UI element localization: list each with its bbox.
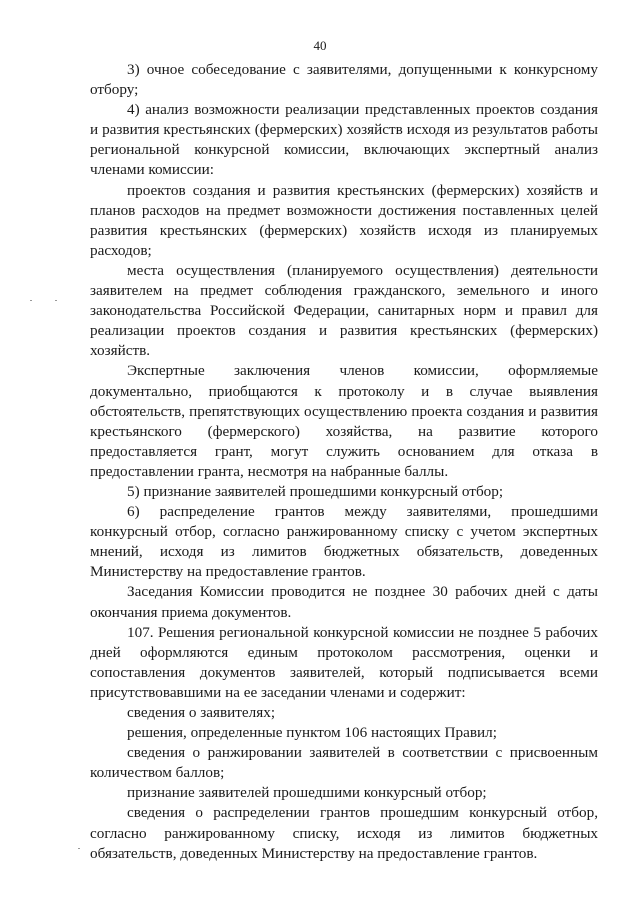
document-body <box>90 60 598 864</box>
paragraph: 5) признание заявителей прошедшими конкурсный отбор; <box>127 482 504 500</box>
scan-speck <box>78 848 80 849</box>
paragraph: места осуществления (планируемого осуществления) деятельности заявителем на предмет соблюдения гражданского, земельного и иного законодательства Российской Федерации, санитарных норм и правил для реализации проектов создания и развития крестьянских (фермерских) хозяйств. <box>90 261 598 360</box>
paragraph: 3) очное собеседование с заявителями, допущенными к конкурсному отбору; <box>90 61 598 99</box>
paragraph: Заседания Комиссии проводится не позднее 30 рабочих дней с даты окончания приема документов. <box>90 583 598 621</box>
page-number: 40 <box>313 38 327 53</box>
scan-speck <box>55 300 57 301</box>
paragraph: проектов создания и развития крестьянских (фермерских) хозяйств и планов расходов на предмет возможности достижения поставленных целей развития крестьянских (фермерских) хозяйств исходя из планируемых расходов; <box>90 181 598 259</box>
paragraph: Экспертные заключения членов комиссии, оформляемые документально, приобщаются к протоколу и в случае выявления обстоятельств, препятствующих осуществлению проекта создания и развития крестьянского (фермерского) хозяйства, на развитие которого предоставляется грант, могут служить основанием для отказа в предоставлении гранта, несмотря на набранные баллы. <box>90 362 598 480</box>
paragraph: признание заявителей прошедшими конкурсный отбор; <box>127 784 487 802</box>
paragraph: сведения о ранжировании заявителей в соответствии с присвоенным количеством баллов; <box>90 744 598 782</box>
paragraph: сведения о распределении грантов прошедшим конкурсный отбор, согласно ранжированному списку, исходя из лимитов бюджетных обязательств, доведенных Министерству на предоставление грантов. <box>90 804 598 862</box>
paragraph: 107. Решения региональной конкурсной комиссии не позднее 5 рабочих дней оформляются единым протоколом рассмотрения, оценки и сопоставления документов заявителей, который подписывается всеми присутствовавшими на ее заседании членами и содержит: <box>90 623 598 701</box>
paragraph: решения, определенные пунктом 106 настоящих Правил; <box>127 724 497 742</box>
paragraph: 4) анализ возможности реализации представленных проектов создания и развития крестьянских (фермерских) хозяйств исходя из результатов работы региональной конкурсной комиссии, включающих экспертный анализ членами комиссии: <box>90 101 598 179</box>
paragraph: сведения о заявителях; <box>127 704 276 721</box>
scan-speck <box>30 300 32 301</box>
paragraph: 6) распределение грантов между заявителями, прошедшими конкурсный отбор, согласно ранжированному списку с учетом экспертных мнений, исходя из лимитов бюджетных обязательств, доведенных Министерству на предоставление грантов. <box>90 503 598 581</box>
